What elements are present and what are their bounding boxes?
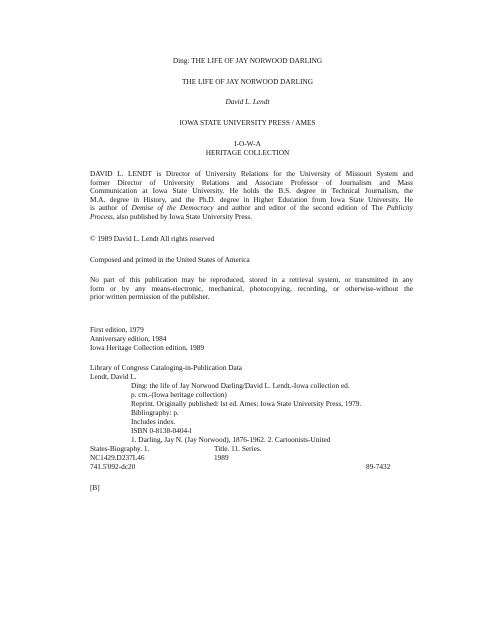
copyright-notice: © 1989 David L. Lendt All rights reserved [90,234,215,243]
cip-heading: Library of Congress Cataloging-in-Publication Data [90,363,242,372]
book-title-demise: Demise of the Democracy [131,203,214,213]
bio-text: also published by Iowa State University Press. [114,211,253,221]
series-name: HERITAGE COLLECTION [205,148,290,157]
author-biography [90,170,413,222]
rights-line: form or by any means-electronic, mechanical, photocopying, recording, or otherwise-without the [90,283,413,293]
series-mark: I-O-W-A [234,139,261,148]
bio-text: and author and editor of the second edition of The [213,203,387,213]
bio-line: M.A. degree in History, and the Ph.D. degree in Higher Education from Iowa State University. He [90,194,413,204]
publisher-line: IOWA STATE UNIVERSITY PRESS / AMES [179,118,316,127]
author-name-text: David L. Lendt [225,97,270,106]
cip-line: ISBN 0-8138-0404-l [131,426,192,435]
cip-lccn: 89-7432 [366,462,391,471]
cip-dewey: 741.5'092-dc20 [90,462,136,471]
edition-line: Anniversary edition, 1984 [90,334,167,343]
edition-line: Iowa Heritage Collection edition, 1989 [90,343,205,352]
bio-line: former Director of University Relations and Associate Professor of Journalism and Mass [90,177,413,187]
cip-subject-b: Title. 11. Series. [214,444,262,453]
cip-subject-a: States-Biography. 1. [90,444,150,453]
cip-line: 1. Darling, Jay N. (Jay Norwood), 1876-1962. 2. Cartoonists-United [131,435,331,444]
cip-line: Bibliography: p. [131,408,179,417]
bio-line: DAVID L. LENDT is Director of University Relations for the University of Missouri System and [90,169,413,178]
bio-line: Communication at Iowa State University. He holds the B.S. degree in Technical Journalism, the [90,186,413,196]
page-marker: [B] [90,483,100,492]
cip-call-number: NC1429.D237L46 [90,453,145,462]
author-name [0,98,495,107]
bio-text: is author of [90,203,132,213]
cip-line: Includes index. [131,417,176,426]
cip-call-year: 1989 [214,453,229,462]
rights-line: No part of this publication may be reproduced, stored in a retrieval system, or transmitted in any [90,275,413,284]
bio-line [90,213,413,222]
book-title-publicity: Publicity [386,203,413,213]
edition-line: First edition, 1979 [90,325,144,334]
rights-line: prior written permission of the publisher. [90,292,210,302]
cip-line: Ding: the life of Jay Norwood Darling/David L. Lendt.-Iowa collection ed. [131,381,350,390]
rights-notice [90,276,413,302]
cip-author-entry: Lendt, David L. [90,372,137,381]
cip-line: p. cm.-(Iowa heritage collection) [131,390,227,399]
book-title: THE LIFE OF JAY NORWOOD DARLING [181,77,313,86]
book-title-process: Process, [90,211,115,221]
cip-line: Reprint. Originally published: lst ed. Ames: Iowa State University Press, 1979. [131,399,362,408]
running-header: Ding: THE LIFE OF JAY NORWOOD DARLING [172,56,323,65]
printed-notice: Composed and printed in the United States of America [90,255,250,264]
